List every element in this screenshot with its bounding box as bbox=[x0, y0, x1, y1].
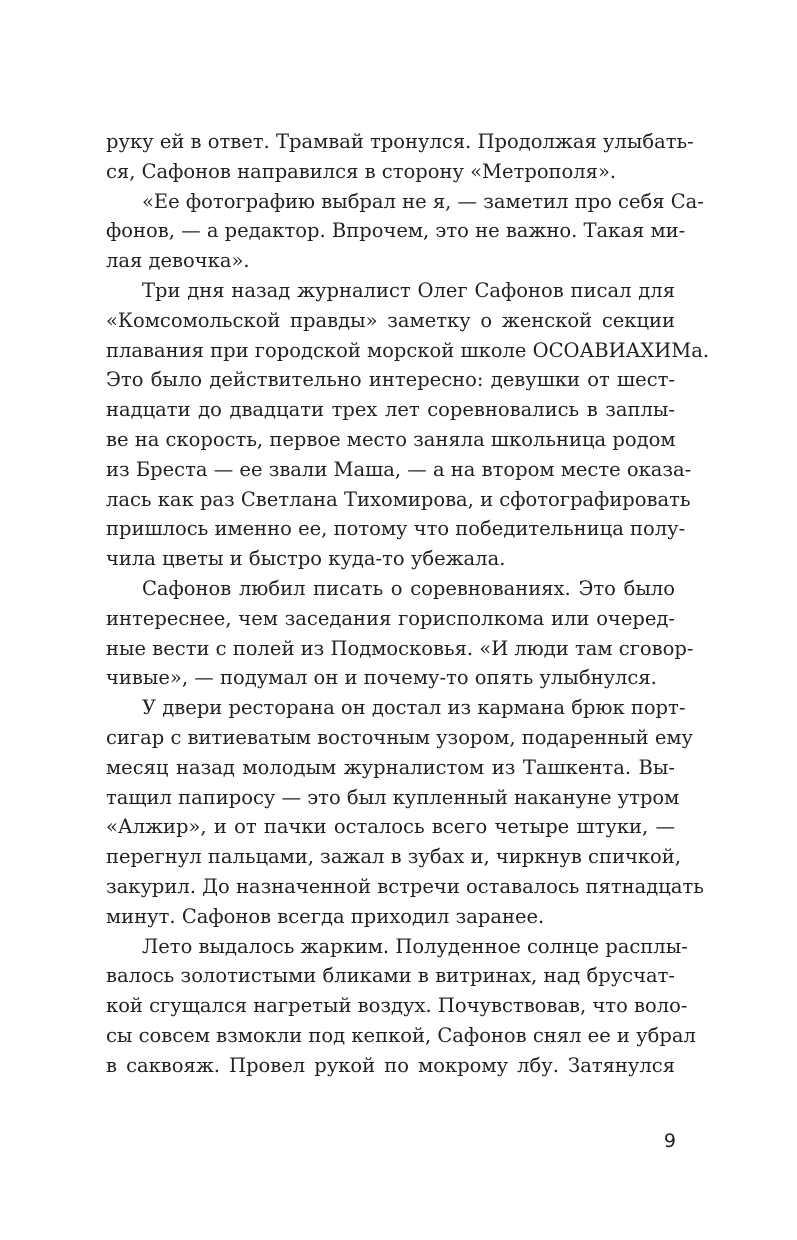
text-line: пришлось именно ее, потому что победительница полу- bbox=[106, 517, 686, 541]
text-line: Три дня назад журналист Олег Сафонов писал для bbox=[142, 278, 675, 302]
text-line: плавания при городской морской школе ОСОАВИАХИМа. bbox=[106, 338, 710, 362]
text-line: фонов, — а редактор. Впрочем, это не важно. Такая ми- bbox=[106, 219, 686, 243]
text-line: лая девочка». bbox=[106, 249, 250, 273]
text-line: Лето выдалось жарким. Полуденное солнце расплы- bbox=[142, 934, 688, 958]
text-line: закурил. До назначенной встречи оставалось пятнадцать bbox=[106, 874, 704, 898]
text-line: перегнул пальцами, зажал в зубах и, чиркнув спичкой, bbox=[106, 845, 681, 869]
text-line: надцати до двадцати трех лет соревновались в заплы- bbox=[106, 398, 675, 422]
text-line: У двери ресторана он достал из кармана брюк порт- bbox=[142, 696, 686, 720]
text-line: в саквояж. Провел рукой по мокрому лбу. Затянулся bbox=[106, 1053, 675, 1077]
body-text bbox=[106, 127, 710, 1081]
text-line: валось золотистыми бликами в витринах, над брусчат- bbox=[106, 964, 675, 988]
text-line: «Ее фотографию выбрал не я, — заметил про себя Са- bbox=[142, 189, 704, 213]
text-line: Это было действительно интересно: девушки от шест- bbox=[106, 368, 675, 392]
page-number: 9 bbox=[663, 1130, 676, 1152]
text-line: лась как раз Светлана Тихомирова, и сфотографировать bbox=[106, 487, 691, 511]
text-line: «Комсомольской правды» заметку о женской секции bbox=[106, 308, 675, 332]
text-line: Сафонов любил писать о соревнованиях. Это было bbox=[142, 576, 675, 600]
text-line: ся, Сафонов направился в сторону «Метрополя». bbox=[106, 159, 617, 183]
text-line: месяц назад молодым журналистом из Ташкента. Вы- bbox=[106, 755, 675, 779]
text-line: из Бреста — ее звали Маша, — а на втором месте оказа- bbox=[106, 457, 692, 481]
text-line: кой сгущался нагретый воздух. Почувствовав, что воло- bbox=[106, 994, 688, 1018]
text-line: интереснее, чем заседания горисполкома или очеред- bbox=[106, 606, 675, 630]
text-line: чивые», — подумал он и почему-то опять улыбнулся. bbox=[106, 666, 657, 690]
text-line: сигар с витиеватым восточным узором, подаренный ему bbox=[106, 725, 693, 749]
text-line: сы совсем взмокли под кепкой, Сафонов снял ее и убрал bbox=[106, 1023, 696, 1047]
text-line: минут. Сафонов всегда приходил заранее. bbox=[106, 904, 545, 928]
text-line: чила цветы и быстро куда-то убежала. bbox=[106, 547, 506, 571]
text-line: руку ей в ответ. Трамвай тронулся. Продолжая улыбать- bbox=[106, 130, 694, 153]
text-line: ные вести с полей из Подмосковья. «И люди там сговор- bbox=[106, 636, 694, 660]
text-line: ве на скорость, первое место заняла школьница родом bbox=[106, 427, 676, 451]
text-line: тащил папиросу — это был купленный накануне утром bbox=[106, 785, 680, 809]
text-line: «Алжир», и от пачки осталось всего четыре штуки, — bbox=[106, 815, 675, 839]
